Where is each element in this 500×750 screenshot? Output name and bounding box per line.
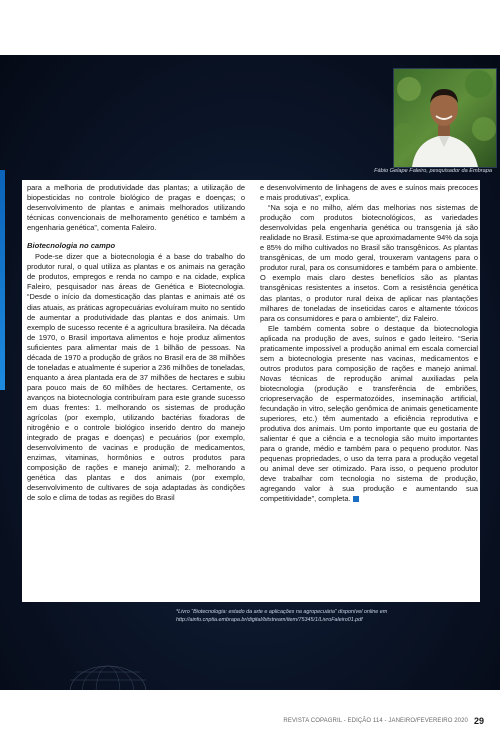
left-column — [27, 183, 245, 503]
photo-caption: Fábio Gelape Faleiro, pesquisador da Embrapa — [374, 168, 492, 174]
portrait-photo — [393, 68, 497, 168]
paragraph: para a melhoria de produtividade das plantas; a utilização de biopesticidas no controle biológico de pragas e doenças; o desenvolvimento de plantas e animais melhorados utilizando técnicas convencionais de melhoramento genético e também a engenharia genética”, comenta Faleiro. — [27, 183, 245, 233]
paragraph-final — [260, 324, 478, 505]
folio — [283, 716, 484, 726]
footnote: *Livro “Biotecnologia: estado da arte e aplicações na agropecuária” disponível online em http://ainfo.cnptia.embrapa.br/digital/bitstream/item/75345/1/LivroFaleiro01.pdf — [176, 609, 388, 623]
top-margin — [0, 0, 500, 55]
right-column — [260, 183, 478, 505]
paragraph: e desenvolvimento de linhagens de aves e suínos mais precoces e mais produtivas”, explica. — [260, 183, 478, 203]
subhead: Biotecnologia no campo — [27, 241, 116, 251]
paragraph-text: Ele também comenta sobre o destaque da biotecnologia aplicada na produção de aves, suínos e gado leiteiro. “Seria praticamente impossível a produção animal em escala comercial sem a biotecnologia presente nas vacinas, medicamentos e outros produtos para composição de rações e manejo animal. Novas técnicas de reprodução animal auxiliadas pela biotecnologia (produção e transferência de embriões, criopreservação de espermatozóides, inseminação artificial, fecundação in vitro, seleção genômica de animais geneticamente superiores, etc.) têm aumentado a eficiência reprodutiva e produtiva dos animais. Um ponto importante que eu gostaria de salientar é que a ciência e a tecnologia são muito importantes para o grande, médio e também para o pequeno produtor. Nas pequenas propriedades, o uso da terra para a produção vegetal ou animal deve ser otimizado. Para isso, o pequeno produtor deve trabalhar com tecnologia no sistema de produção, agregando valor à sua produção e aumentando sua competitividade”, completa. — [260, 323, 478, 504]
article-body — [22, 180, 480, 602]
paragraph: “Na soja e no milho, além das melhorias nos sistemas de produção com produtos biotecnológicos, as variedades desenvolvidas pela engenharia genética ou transgenia já são realidade no Brasil. Estima-se que aproximadamente 94% da soja e 85% do milho cultivados no Brasil são transgênicos. As plantas transgênicas, de um modo geral, trouxeram vantagens para o produtor rural, para os consumidores e também para o ambiente. O exemplo mais claro destes benefícios são as plantas transgênicas resistentes a insetos. Com a resistência genética das plantas, o produtor rural deixa de aplicar nas plantações milhares de toneladas de inseticidas caros e altamente tóxicos para os consumidores e para o ambiente”, diz Faleiro. — [260, 203, 478, 323]
end-mark-icon — [353, 496, 359, 502]
globe-graphic-icon — [68, 660, 148, 690]
magazine-name: REVISTA COPAGRIL - EDIÇÃO 114 - JANEIRO/FEVEREIRO 2020 — [283, 718, 468, 724]
accent-bar — [0, 170, 5, 390]
page-number: 29 — [473, 716, 484, 726]
paragraph: Pode-se dizer que a biotecnologia é a base do trabalho do produtor rural, o qual utiliza as plantas e os animais na geração de produtos, empregos e renda no campo e na cidade, explica Faleiro, pesquisador nas áreas de Genética e Biotecnologia. “Desde o início da domesticação das plantas e animais até os dias atuais, as práticas agropecuárias evoluíram muito no sentido de aumentar a produtividade das plantas e dos animais. Um exemplo de sucesso recente é a agricultura brasileira. Na década de 1970, o Brasil importava alimentos e hoje produz alimentos suficientes para alimentar mais de 1 bilhão de pessoas. Na década de 1970 a produção de grãos no Brasil era de 38 milhões de toneladas e atualmente é superior a 236 milhões de toneladas, enquanto a área plantada era de 37 milhões de hectares e subiu para pouco mais de 60 milhões de hectares. Certamente, os avanços na biotecnologia contribuíram para este grande sucesso em duas frentes: 1. melhorando os sistemas de produção agrícolas (por exemplo, utilizando bactérias fixadoras de nitrogênio e o controle biológico inserido dentro do manejo integrado de pragas e doenças) e pecuários (por exemplo, desenvolvimento de vacinas e produção de medicamentos, enzimas, vitaminas, hormônios e outros produtos para composição de rações e manejo animal); 2. melhorando a genética das plantas e dos animais (por exemplo, desenvolvimento de cultivares de soja adaptadas às condições de solo e clima de todas as regiões do Brasil — [27, 252, 245, 503]
